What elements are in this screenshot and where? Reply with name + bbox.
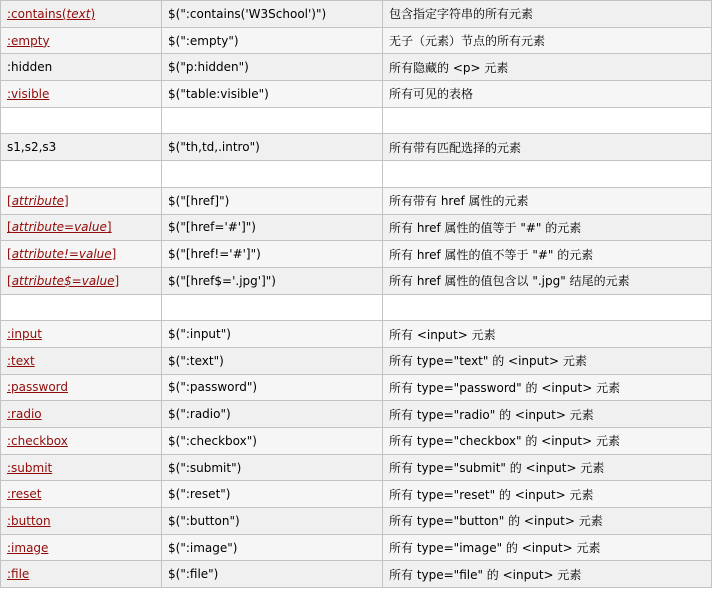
description-cell: 所有 href 属性的值不等于 "#" 的元素 <box>383 241 712 268</box>
selector-cell <box>1 81 162 108</box>
table-row <box>1 27 712 54</box>
selector-suffix: ] <box>114 273 120 288</box>
selector-prefix: [ <box>7 193 12 208</box>
selector-prefix: :contains( <box>7 6 67 21</box>
table-row <box>1 1 712 28</box>
description-cell: 无子（元素）节点的所有元素 <box>383 27 712 54</box>
example-cell: $("[href]") <box>162 187 383 214</box>
selector-prefix: [ <box>7 220 12 235</box>
selector-prefix: [ <box>7 273 12 288</box>
table-row <box>1 54 712 81</box>
selector-prefix: :input <box>7 327 42 342</box>
example-cell: $("[href!='#']") <box>162 241 383 268</box>
selector-cell <box>1 561 162 588</box>
example-cell: $(":empty") <box>162 27 383 54</box>
selector-cell <box>1 321 162 348</box>
description-cell: 所有隐藏的 <p> 元素 <box>383 54 712 81</box>
selector-link[interactable] <box>7 327 42 341</box>
selector-text <box>7 60 52 74</box>
example-cell: $(":image") <box>162 534 383 561</box>
selector-parameter: text <box>66 6 91 21</box>
selector-cell <box>1 54 162 81</box>
selector-link[interactable] <box>7 541 48 555</box>
selector-parameter: attribute$=value <box>11 273 115 288</box>
selector-prefix: :button <box>7 513 51 528</box>
example-cell: $(":checkbox") <box>162 428 383 455</box>
description-cell: 所有 <input> 元素 <box>383 321 712 348</box>
selector-cell <box>1 187 162 214</box>
selector-link[interactable] <box>7 7 95 21</box>
example-cell: $("p:hidden") <box>162 54 383 81</box>
selector-cell <box>1 1 162 28</box>
empty-cell <box>1 161 162 188</box>
example-cell: $(":submit") <box>162 454 383 481</box>
selector-prefix: :image <box>7 540 49 555</box>
selector-prefix: [ <box>7 247 12 262</box>
table-row <box>1 187 712 214</box>
selector-prefix: s1,s2,s3 <box>7 140 57 155</box>
selector-parameter: attribute=value <box>11 220 107 235</box>
blank-row <box>1 294 712 321</box>
table-row <box>1 321 712 348</box>
table-row <box>1 134 712 161</box>
selector-prefix: :checkbox <box>7 433 68 448</box>
description-cell: 所有 type="text" 的 <input> 元素 <box>383 347 712 374</box>
empty-cell <box>383 161 712 188</box>
example-cell: $(":radio") <box>162 401 383 428</box>
selector-cell <box>1 374 162 401</box>
selector-link[interactable] <box>7 567 29 581</box>
table-row <box>1 534 712 561</box>
description-cell: 所有 type="radio" 的 <input> 元素 <box>383 401 712 428</box>
description-cell: 所有 type="image" 的 <input> 元素 <box>383 534 712 561</box>
empty-cell <box>1 107 162 134</box>
selector-text <box>7 140 56 154</box>
description-cell: 所有带有 href 属性的元素 <box>383 187 712 214</box>
table-row <box>1 347 712 374</box>
blank-row <box>1 161 712 188</box>
selector-prefix: :hidden <box>7 60 53 75</box>
example-cell: $(":password") <box>162 374 383 401</box>
example-cell: $(":contains('W3School')") <box>162 1 383 28</box>
example-cell: $("[href$='.jpg']") <box>162 267 383 294</box>
example-cell: $("th,td,.intro") <box>162 134 383 161</box>
example-cell: $("table:visible") <box>162 81 383 108</box>
description-cell: 所有可见的表格 <box>383 81 712 108</box>
selector-cell <box>1 27 162 54</box>
selector-cell <box>1 134 162 161</box>
selector-cell <box>1 214 162 241</box>
table-row <box>1 241 712 268</box>
description-cell: 所有 type="file" 的 <input> 元素 <box>383 561 712 588</box>
selector-cell <box>1 428 162 455</box>
selector-link[interactable] <box>7 194 69 208</box>
example-cell: $(":reset") <box>162 481 383 508</box>
description-cell: 所有 type="submit" 的 <input> 元素 <box>383 454 712 481</box>
selector-link[interactable] <box>7 274 119 288</box>
selector-cell <box>1 347 162 374</box>
description-cell: 所有 type="password" 的 <input> 元素 <box>383 374 712 401</box>
selector-link[interactable] <box>7 354 35 368</box>
selector-prefix: :reset <box>7 487 42 502</box>
selector-link[interactable] <box>7 380 68 394</box>
selector-prefix: :text <box>7 353 35 368</box>
description-cell: 所有 type="button" 的 <input> 元素 <box>383 508 712 535</box>
table-row <box>1 267 712 294</box>
selector-link[interactable] <box>7 220 112 234</box>
selector-cell <box>1 401 162 428</box>
selector-cell <box>1 454 162 481</box>
description-cell: 所有 href 属性的值包含以 ".jpg" 结尾的元素 <box>383 267 712 294</box>
description-cell: 所有 type="reset" 的 <input> 元素 <box>383 481 712 508</box>
selector-suffix: ] <box>106 220 112 235</box>
selector-suffix: ) <box>90 6 96 21</box>
example-cell: $("[href='#']") <box>162 214 383 241</box>
selector-suffix: ] <box>64 193 69 208</box>
empty-cell <box>383 294 712 321</box>
table-row <box>1 454 712 481</box>
selector-link[interactable] <box>7 34 50 48</box>
selector-parameter: attribute <box>11 193 65 208</box>
selector-prefix: :visible <box>7 86 50 101</box>
selector-cell <box>1 481 162 508</box>
table-body <box>1 1 712 588</box>
blank-row <box>1 107 712 134</box>
table-row <box>1 401 712 428</box>
empty-cell <box>1 294 162 321</box>
selector-prefix: :submit <box>7 460 53 475</box>
selector-suffix: ] <box>111 247 117 262</box>
selector-prefix: :password <box>7 380 69 395</box>
table-row <box>1 561 712 588</box>
table-row <box>1 81 712 108</box>
selector-prefix: :file <box>7 567 30 582</box>
table-row <box>1 214 712 241</box>
selector-cell <box>1 241 162 268</box>
selector-link[interactable] <box>7 487 41 501</box>
selector-link[interactable] <box>7 514 51 528</box>
description-cell: 包含指定字符串的所有元素 <box>383 1 712 28</box>
selector-link[interactable] <box>7 247 116 261</box>
empty-cell <box>162 107 383 134</box>
table-row <box>1 374 712 401</box>
selector-cell <box>1 508 162 535</box>
selector-prefix: :radio <box>7 407 42 422</box>
selector-prefix: :empty <box>7 33 50 48</box>
example-cell: $(":text") <box>162 347 383 374</box>
example-cell: $(":input") <box>162 321 383 348</box>
selector-link[interactable] <box>7 407 42 421</box>
description-cell: 所有 href 属性的值等于 "#" 的元素 <box>383 214 712 241</box>
empty-cell <box>162 294 383 321</box>
example-cell: $(":file") <box>162 561 383 588</box>
description-cell: 所有 type="checkbox" 的 <input> 元素 <box>383 428 712 455</box>
table-row <box>1 481 712 508</box>
selector-cell <box>1 534 162 561</box>
description-cell: 所有带有匹配选择的元素 <box>383 134 712 161</box>
selector-link[interactable] <box>7 434 68 448</box>
selector-link[interactable] <box>7 461 52 475</box>
selector-parameter: attribute!=value <box>11 247 112 262</box>
example-cell: $(":button") <box>162 508 383 535</box>
table-row <box>1 508 712 535</box>
empty-cell <box>162 161 383 188</box>
selector-cell <box>1 267 162 294</box>
empty-cell <box>383 107 712 134</box>
table-row <box>1 428 712 455</box>
selector-link[interactable] <box>7 87 49 101</box>
